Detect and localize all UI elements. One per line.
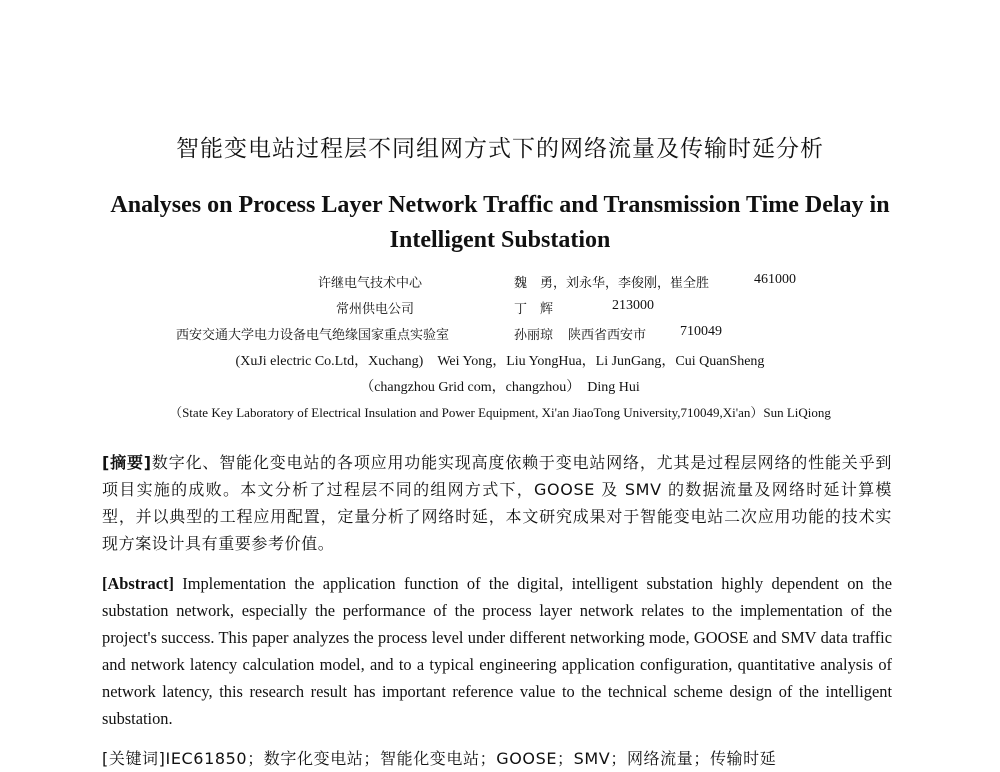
affiliation-3-place: 陕西省西安市 [568,328,647,343]
abstract-english [102,570,892,732]
affiliation-en-1: (XuJi electric Co.Ltd，Xuchang) Wei Yong，Liu YongHua，Li JunGang，Cui QuanSheng [235,354,765,369]
abstract-chinese [102,449,892,557]
affiliation-3-postcode: 710049 [680,324,722,339]
affiliation-3-org: 西安交通大学电力设备电气绝缘国家重点实验室 [176,328,450,343]
affiliation-2-postcode: 213000 [612,298,654,313]
affiliation-1-postcode: 461000 [754,272,796,287]
affiliation-1-authors: 魏 勇，刘永华，李俊刚，崔全胜 [514,276,710,291]
affiliation-2-authors: 丁 辉 [514,302,554,317]
title-chinese: 智能变电站过程层不同组网方式下的网络流量及传输时延分析 [176,136,824,162]
abstract-chinese-text: 数字化、智能化变电站的各项应用功能实现高度依赖于变电站网络，尤其是过程层网络的性能关乎到项目实施的成败。本文分析了过程层不同的组网方式下，GOOSE 及 SMV 的数据流量及网络时延计算模型，并以典型的工程应用配置，定量分析了网络时延，本文研究成果对于智能变电站二次应用功能的技术实现方案设计具有重要参考价值。 [102,453,892,553]
title-english: Analyses on Process Layer Network Traffic and Transmission Time Delay in Intelligent Substation [110,192,890,253]
affiliation-2-org: 常州供电公司 [336,302,415,317]
abstract-english-text: Implementation the application function of the digital, intelligent substation highly dependent on the substation network, especially the performance of the process layer network relates to the implementation of the project's success. This paper analyzes the process level under different networking mode, GOOSE and SMV data traffic and network latency calculation model, and to a typical engineering application configuration, quantitative analysis of network latency, this research result has important reference value to the technical scheme design of the intelligent substation. [102,574,892,728]
keywords [102,745,892,772]
affiliation-en-2: （changzhou Grid com，changzhou） Ding Hui [360,380,640,395]
affiliation-3-authors: 孙丽琼 [514,328,554,343]
abstract-english-tag: [Abstract] [102,574,174,593]
affiliation-en-3: （State Key Laboratory of Electrical Insulation and Power Equipment, Xi'an JiaoTong University,710049,Xi'an）Sun LiQiong [169,405,831,420]
keywords-tag: [关键词] [102,749,166,768]
affiliation-1-org: 许继电气技术中心 [318,276,423,291]
abstract-chinese-tag: [摘要] [102,453,152,472]
keywords-text: IEC61850；数字化变电站；智能化变电站；GOOSE；SMV；网络流量；传输时延 [165,749,777,768]
